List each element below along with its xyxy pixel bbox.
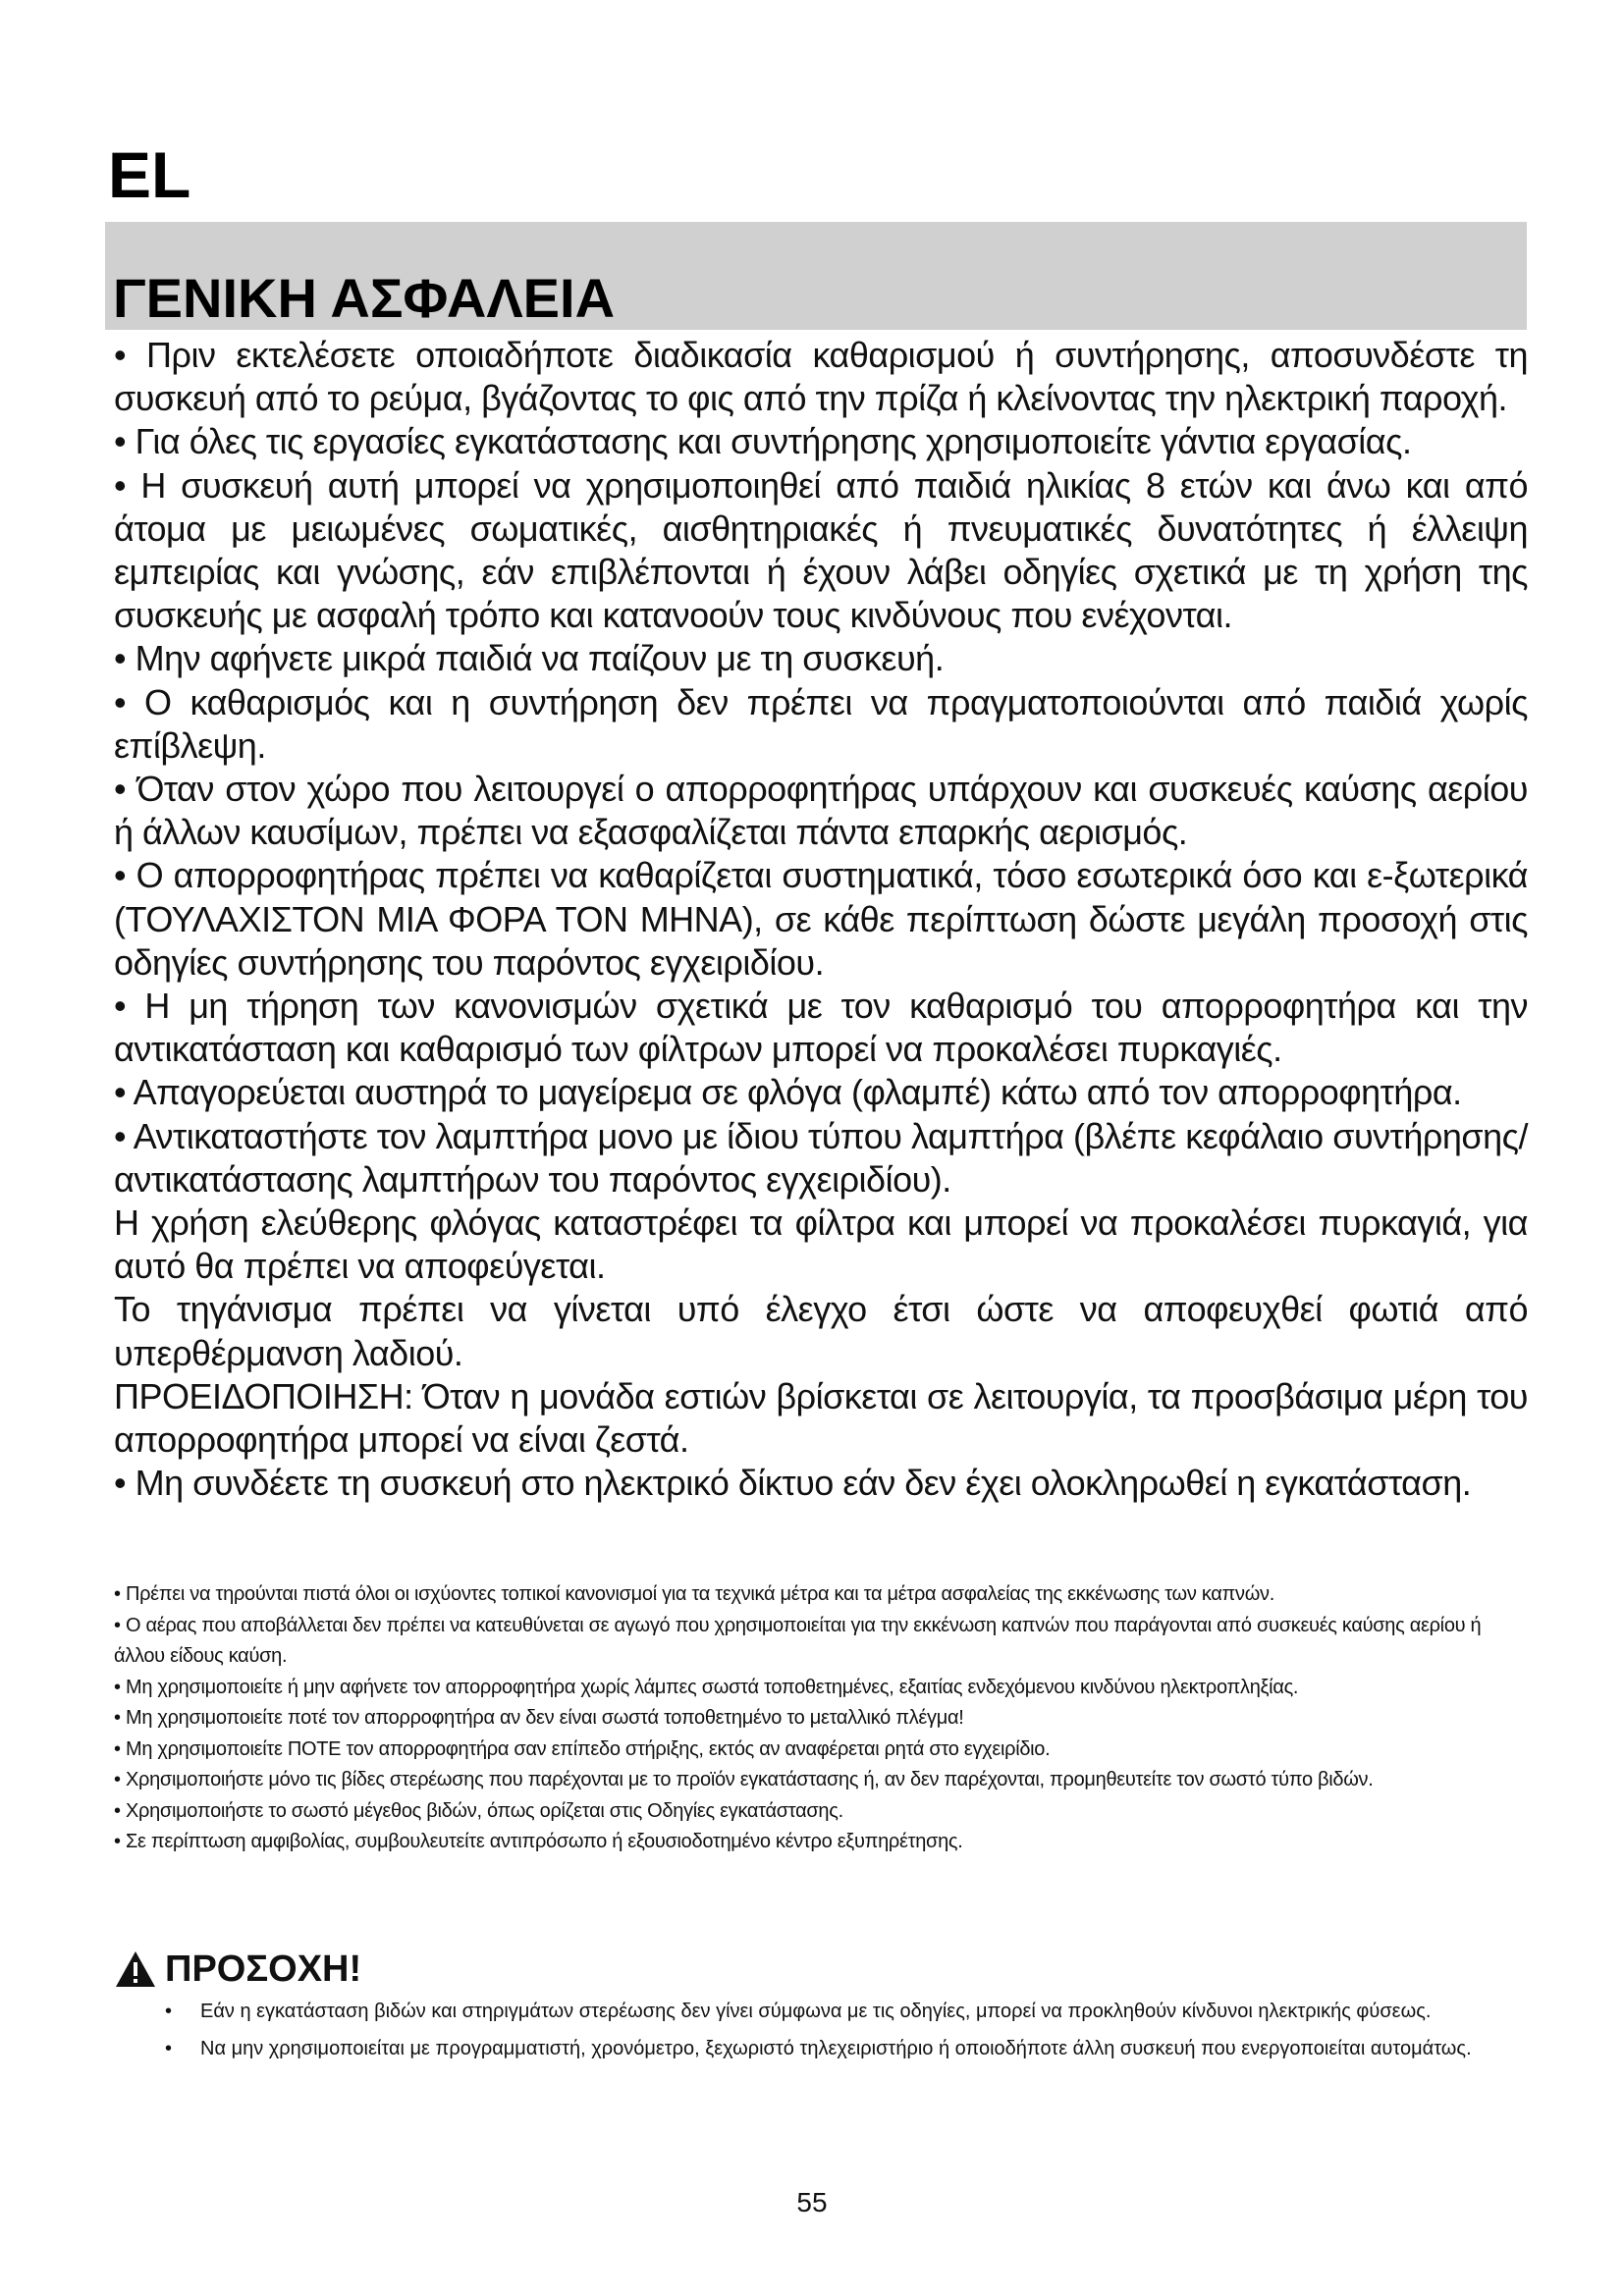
caution-item <box>165 1997 1528 2027</box>
small-paragraph: • Μη χρησιμοποιείτε ποτέ τον απορροφητήρα αν δεν είναι σωστά τοποθετημένο το μεταλλικό πλέγμα! <box>114 1707 964 1729</box>
bullet: • <box>165 2038 173 2059</box>
caution-item <box>165 2034 1528 2064</box>
safety-paragraph: Το τηγάνισμα πρέπει να γίνεται υπό έλεγχο έτσι ώστε να αποφευχθεί φωτιά από υπερθέρμανση λαδιού. <box>114 1289 1528 1373</box>
safety-paragraph: • Ο καθαρισμός και η συντήρηση δεν πρέπει να πραγματοποιούνται από παιδιά χωρίς επίβλεψη. <box>114 681 1528 766</box>
safety-paragraph: • Η συσκευή αυτή μπορεί να χρησιμοποιηθεί από παιδιά ηλικίας 8 ετών και άνω και από άτομα με μειωμένες σωματικές, αισθητηριακές ή πνευματικές δυνατότητες ή έλλειψη εμπειρίας και γνώσης, εάν επιβλέπονται ή έχουν λάβει οδηγίες σχετικά με τη χρήση της συσκευής με ασφαλή τρόπο και κατανοούν τους κινδύνους που ενέχονται. <box>114 464 1528 636</box>
caution-item-text: Εάν η εγκατάσταση βιδών και στηριγμάτων στερέωσης δεν γίνει σύμφωνα με τις οδηγίες, μπορεί να προκληθούν κίνδυνοι ηλεκτρικής φύσεως. <box>200 2001 1432 2022</box>
section-title: ΓΕΝΙΚΗ ΑΣΦΑΛΕΙΑ <box>113 267 616 329</box>
safety-paragraph: • Πριν εκτελέσετε οποιαδήποτε διαδικασία καθαρισμού ή συντήρησης, αποσυνδέστε τη συσκευή από το ρεύμα, βγάζοντας το φις από την πρίζα ή κλείνοντας την ηλεκτρική παροχή. <box>114 335 1528 419</box>
section-title-bar <box>105 222 1527 330</box>
safety-paragraph: • Όταν στον χώρο που λειτουργεί ο απορροφητήρας υπάρχουν και συσκευές καύσης αερίου ή άλλων καυσίμων, πρέπει να εξασφαλίζεται πάντα επαρκής αερισμός. <box>114 769 1528 853</box>
caution-list <box>165 1997 1528 2071</box>
safety-paragraph: • Για όλες τις εργασίες εγκατάστασης και συντήρησης χρησιμοποιείτε γάντια εργασίας. <box>114 421 1412 462</box>
safety-paragraph: Η χρήση ελεύθερης φλόγας καταστρέφει τα φίλτρα και μπορεί να προκαλέσει πυρκαγιά, για αυτό θα πρέπει να αποφεύγεται. <box>114 1202 1528 1287</box>
small-paragraph: • Χρησιμοποιήστε το σωστό μέγεθος βιδών, όπως ορίζεται στις Οδηγίες εγκατάστασης. <box>114 1799 843 1822</box>
safety-paragraph: • Η μη τήρηση των κανονισμών σχετικά με τον καθαρισμό του απορροφητήρα και την αντικατάσταση και καθαρισμό των φίλτρων μπορεί να προκαλέσει πυρκαγιές. <box>114 986 1528 1070</box>
warning-paragraph: ΠΡΟΕΙΔΟΠΟΙΗΣΗ: Όταν η μονάδα εστιών βρίσκεται σε λειτουργία, τα προσβάσιμα μέρη του απορροφητήρα μπορεί να είναι ζεστά. <box>114 1375 1528 1461</box>
safety-small-text <box>114 1579 1528 1858</box>
safety-paragraph: • Ο απορροφητήρας πρέπει να καθαρίζεται συστηματικά, τόσο εσωτερικά όσο και ε-ξωτερικά (ΤΟΥΛΑΧΙΣΤΟΝ ΜΙΑ ΦΟΡΑ ΤΟΝ ΜΗΝΑ), σε κάθε περίπτωση δώστε μεγάλη προσοχή στις οδηγίες συντήρησης του παρόντος εγχειριδίου. <box>114 855 1528 983</box>
small-paragraph: • Ο αέρας που αποβάλλεται δεν πρέπει να κατευθύνεται σε αγωγό που χρησιμοποιείται για την εκκένωση καπνών που παράγονται από συσκευές καύσης αερίου ή άλλου είδους καύση. <box>114 1614 1482 1667</box>
bullet: • <box>165 2001 173 2022</box>
page-number: 55 <box>796 2187 828 2217</box>
small-paragraph: • Μη χρησιμοποιείτε ή μην αφήνετε τον απορροφητήρα χωρίς λάμπες σωστά τοποθετημένες, εξαιτίας ενδεχόμενου κινδύνου ηλεκτροπληξίας. <box>114 1676 1299 1698</box>
small-paragraph: • Μη χρησιμοποιείτε ΠΟΤΕ τον απορροφητήρα σαν επίπεδο στήριξης, εκτός αν αναφέρεται ρητά στο εγχειρίδιο. <box>114 1737 1051 1760</box>
safety-paragraph: • Μην αφήνετε μικρά παιδιά να παίζουν με τη συσκευή. <box>114 638 945 679</box>
caution-title: ΠΡΟΣΟΧΗ! <box>165 1948 362 1990</box>
language-code: EL <box>108 138 191 211</box>
safety-paragraph: • Αντικαταστήστε τον λαμπτήρα μονο με ίδιου τύπου λαμπτήρα (βλέπε κεφάλαιο συντήρησης/αντικατάστασης λαμπτήρων του παρόντος εγχειριδίου). <box>114 1115 1528 1200</box>
warning-triangle-icon <box>114 1949 157 1989</box>
small-paragraph: • Χρησιμοποιήστε μόνο τις βίδες στερέωσης που παρέχονται με το προϊόν εγκατάστασης ή, αν δεν παρέχονται, προμηθευτείτε τον σωστό τύπο βιδών. <box>114 1769 1374 1790</box>
caution-heading <box>114 1945 361 1994</box>
safety-paragraph: • Απαγορεύεται αυστηρά το μαγείρεμα σε φλόγα (φλαμπέ) κάτω από τον απορροφητήρα. <box>114 1072 1462 1113</box>
small-paragraph: • Πρέπει να τηρούνται πιστά όλοι οι ισχύοντες τοπικοί κανονισμοί για τα τεχνικά μέτρα και τα μέτρα ασφαλείας της εκκένωσης των καπνών. <box>114 1583 1275 1605</box>
safety-paragraph: • Μη συνδέετε τη συσκευή στο ηλεκτρικό δίκτυο εάν δεν έχει ολοκληρωθεί η εγκατάσταση. <box>114 1463 1472 1504</box>
caution-item-text: Να μην χρησιμοποιείται με προγραμματιστή, χρονόμετρο, ξεχωριστό τηλεχειριστήριο ή οποιοδήποτε άλλη συσκευή που ενεργοποιείται αυτομάτως. <box>200 2038 1472 2059</box>
safety-main-text <box>114 334 1528 1505</box>
small-paragraph: • Σε περίπτωση αμφιβολίας, συμβουλευτείτε αντιπρόσωπο ή εξουσιοδοτημένο κέντρο εξυπηρέτησης. <box>114 1831 963 1852</box>
